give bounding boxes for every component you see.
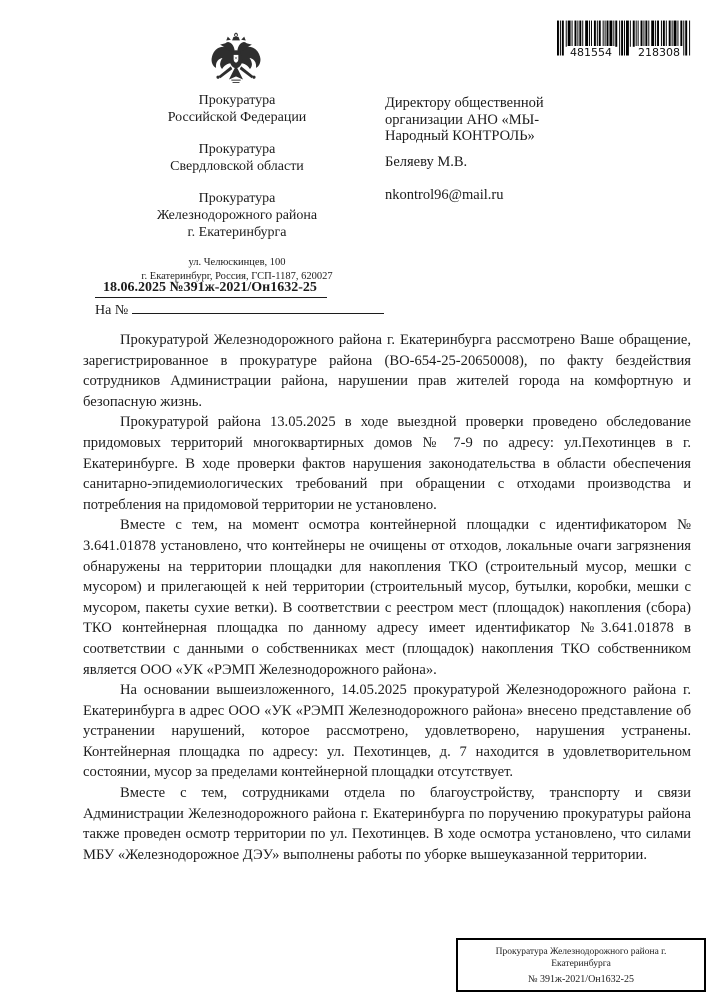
address-line: г. Екатеринбург, Россия, ГСП-1187, 620027 xyxy=(141,270,333,282)
stamp-organization xyxy=(458,946,704,970)
reference-number: №391ж-2021/Он1632-25 xyxy=(169,280,317,295)
body-paragraph: Вместе с тем, на момент осмотра контейнерной площадки с идентификатором № 3.641.01878 установлено, что контейнеры не очищены от отходов, локальные очаги загрязнения обнаружены на территории площадки для накопления ТКО (строительный мусор, мешки с мусором) и прилегающей к ней территории (строительный мусор, бутылки, коробки, мешки с мусором, пакеты сухие ветки). В соответствии с реестром мест (площадок) накопления (сбора) ТКО контейнерная площадка по данному адресу имеет идентификатор №3.641.01878 в соответствии с данными о собственниках мест (площадок) накопления ТКО собственником является ООО «УК «РЭМП Железнодорожного района». xyxy=(83,517,691,678)
reference-date: 18.06.2025 xyxy=(103,280,166,295)
letter-body xyxy=(83,330,691,865)
coat-of-arms-russia-icon xyxy=(207,32,265,94)
body-paragraph: Вместе с тем, сотрудниками отдела по благоустройству, транспорту и связи Администрации Железнодорожного района г. Екатеринбурга по поручению прокуратуры района также проведен осмотр территории по ул. Пехотинцев. В ходе осмотра установлено, что силами МБУ «Железнодорожное ДЭУ» выполнены работы по уборке вышеуказанной территории. xyxy=(83,785,691,863)
letterhead-line: Железнодорожного района xyxy=(156,208,318,223)
reference-block xyxy=(95,280,405,319)
recipient-block xyxy=(385,95,635,204)
reply-reference-label: На № xyxy=(95,303,129,318)
recipient-org-line: Народный КОНТРОЛЬ» xyxy=(385,128,535,144)
body-paragraph: Прокуратурой Железнодорожного района г. Екатеринбурга рассмотрено Ваше обращение, зарегистрированное в прокуратуре района (ВО-654-25-20650008), по факту бездействия сотрудников Администрации района, нарушении прав жителей города на комфортную и безопасную жизнь. xyxy=(83,332,691,410)
reply-reference-underline xyxy=(132,300,384,314)
outgoing-reference xyxy=(95,280,327,298)
stamp-org-line: Екатеринбурга xyxy=(551,959,611,969)
letterhead-line: Свердловской области xyxy=(170,159,304,174)
stamp-number: № 391ж-2021/Он1632-25 xyxy=(528,974,634,985)
barcode-number-left: 481554 xyxy=(567,46,615,59)
letterhead-org-federal xyxy=(92,92,382,126)
letterhead-line: Прокуратура xyxy=(198,142,276,157)
recipient-email: nkontrol96@mail.ru xyxy=(385,187,504,203)
registration-stamp xyxy=(456,938,706,992)
letterhead-org-district xyxy=(92,190,382,241)
letterhead-org-regional xyxy=(92,141,382,175)
letterhead-line: Российской Федерации xyxy=(167,110,307,125)
registration-barcode xyxy=(557,20,693,62)
barcode-numbers xyxy=(557,46,693,59)
stamp-org-line: Прокуратура Железнодорожного района г. xyxy=(495,947,667,957)
body-paragraph: Прокуратурой района 13.05.2025 в ходе выездной проверки проведено обследование придомовых территорий многоквартирных домов № 7-9 по адресу: ул.Пехотинцев в г. Екатеринбурге. В ходе проверки фактов нарушения законодательства в области обеспечения санитарно-эпидемиологических требований при обращении с отходами производства и потребления на придомовой территории не установлено. xyxy=(83,414,691,513)
address-line: ул. Челюскинцев, 100 xyxy=(188,257,286,268)
letterhead xyxy=(92,92,382,283)
letterhead-address xyxy=(92,256,382,283)
letterhead-line: Прокуратура xyxy=(198,93,276,108)
recipient-org-line: Директору общественной xyxy=(385,95,544,111)
recipient-name: Беляеву М.В. xyxy=(385,153,468,170)
barcode-number-right: 218308 xyxy=(635,46,683,59)
recipient-org-line: организации АНО «МЫ- xyxy=(385,111,540,128)
letterhead-line: г. Екатеринбурга xyxy=(187,225,287,240)
letterhead-line: Прокуратура xyxy=(198,191,276,206)
body-paragraph: На основании вышеизложенного, 14.05.2025 прокуратурой Железнодорожного района г. Екатеринбурга в адрес ООО «УК «РЭМП Железнодорожного района» внесено представление об устранении нарушений, которое рассмотрено, удовлетворено, нарушения устранены. Контейнерная площадка по адресу: ул. Пехотинцев, д. 7 находится в удовлетворительном состоянии, мусор за пределами контейнерной площадки отсутствует. xyxy=(83,682,691,781)
reply-reference xyxy=(95,300,405,319)
